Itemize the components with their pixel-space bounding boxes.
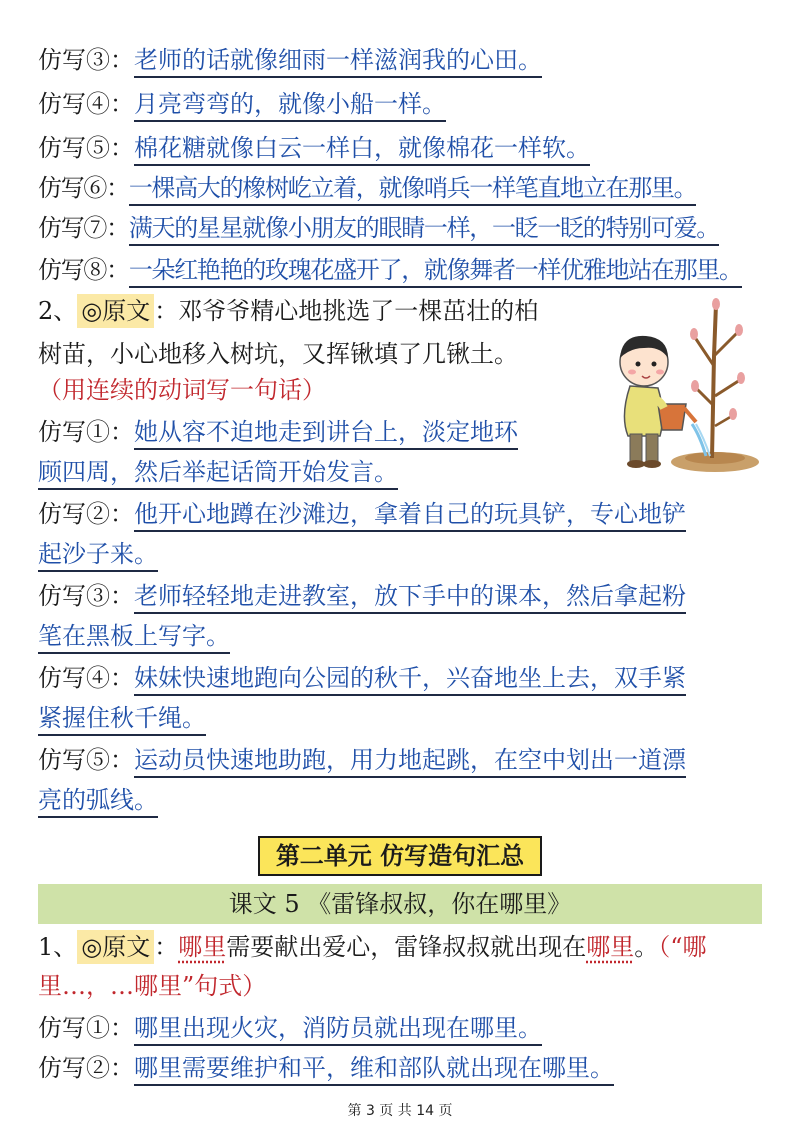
original-end: 。 bbox=[634, 933, 659, 961]
example-text: 一棵高大的橡树屹立着，就像哨兵一样笔直地立在那里。 bbox=[129, 174, 697, 206]
example-label: 仿写⑤： bbox=[38, 134, 134, 162]
example-label: 仿写③： bbox=[38, 46, 134, 74]
original-tag: ◎原文 bbox=[77, 930, 154, 964]
example-text: 笔在黑板上写字。 bbox=[38, 622, 230, 654]
example-label: 仿写④： bbox=[38, 90, 134, 118]
original-text bbox=[38, 930, 707, 964]
example-label: 仿写③： bbox=[38, 582, 134, 610]
unit-title: 第二单元 仿写造句汇总 bbox=[258, 836, 542, 876]
example-text: 紧握住秋千绳。 bbox=[38, 704, 206, 736]
example-row bbox=[38, 416, 518, 448]
example-row bbox=[38, 1052, 614, 1084]
example-row bbox=[38, 662, 686, 694]
example-label: 仿写①： bbox=[38, 418, 134, 446]
example-text: 顾四周，然后举起话筒开始发言。 bbox=[38, 458, 398, 490]
example-label: 仿写②： bbox=[38, 1054, 134, 1082]
example-label: 仿写⑤： bbox=[38, 746, 134, 774]
page-number: 第 3 页 共 14 页 bbox=[347, 1103, 453, 1119]
item-number: 1、 bbox=[38, 933, 78, 961]
example-row-cont bbox=[38, 620, 230, 652]
example-text: 运动员快速地助跑，用力地起跳，在空中划出一道漂 bbox=[134, 746, 686, 778]
example-row-cont bbox=[38, 784, 158, 816]
example-text: 一朵红艳艳的玫瑰花盛开了，就像舞者一样优雅地站在那里。 bbox=[129, 256, 742, 288]
example-text: 妹妹快速地跑向公园的秋千，兴奋地坐上去，双手紧 bbox=[134, 664, 686, 696]
example-row bbox=[38, 172, 696, 204]
example-label: 仿写④： bbox=[38, 664, 134, 692]
example-label: 仿写⑦： bbox=[38, 214, 129, 242]
example-label: 仿写⑥： bbox=[38, 174, 129, 202]
example-row bbox=[38, 88, 446, 120]
example-row-cont bbox=[38, 538, 158, 570]
lesson-title: 课文 5 《雷锋叔叔，你在哪里》 bbox=[38, 884, 762, 924]
example-row bbox=[38, 498, 686, 530]
example-text: 老师轻轻地走进教室，放下手中的课本，然后拿起粉 bbox=[134, 582, 686, 614]
example-row bbox=[38, 744, 686, 776]
instruction-hint: （用连续的动词写一句话） bbox=[38, 376, 326, 404]
example-row bbox=[38, 1012, 542, 1044]
example-text: 满天的星星就像小朋友的眼睛一样，一眨一眨的特别可爱。 bbox=[129, 214, 719, 246]
example-row-cont bbox=[38, 456, 398, 488]
key-word: 哪里 bbox=[586, 933, 635, 961]
original-colon: ： bbox=[154, 933, 179, 961]
original-text bbox=[38, 294, 538, 328]
example-text: 哪里出现火灾，消防员就出现在哪里。 bbox=[134, 1014, 542, 1046]
example-text: 起沙子来。 bbox=[38, 540, 158, 572]
example-label: 仿写⑧： bbox=[38, 256, 129, 284]
original-line-2: 树苗，小心地移入树坑，又挥锹填了几锹土。 bbox=[38, 340, 518, 368]
example-text: 她从容不迫地走到讲台上，淡定地环 bbox=[134, 418, 518, 450]
example-text: 哪里需要维护和平，维和部队就出现在哪里。 bbox=[134, 1054, 614, 1086]
example-row bbox=[38, 580, 686, 612]
key-word: 哪里 bbox=[178, 933, 227, 961]
pattern-hint-cont: 里…，…哪里”句式） bbox=[38, 972, 267, 1000]
item-number: 2、 bbox=[38, 297, 78, 325]
example-text: 老师的话就像细雨一样滋润我的心田。 bbox=[134, 46, 542, 78]
example-row bbox=[38, 254, 742, 286]
pattern-hint: （“哪 bbox=[658, 933, 707, 961]
example-row bbox=[38, 44, 542, 76]
example-text: 月亮弯弯的，就像小船一样。 bbox=[134, 90, 446, 122]
original-mid: 需要献出爱心，雷锋叔叔就出现在 bbox=[226, 933, 587, 961]
example-text: 棉花糖就像白云一样白，就像棉花一样软。 bbox=[134, 134, 590, 166]
original-tag: ◎原文 bbox=[77, 294, 154, 328]
example-row-cont bbox=[38, 702, 206, 734]
boy-planting-tree-illustration bbox=[600, 296, 760, 476]
example-text: 他开心地蹲在沙滩边，拿着自己的玩具铲，专心地铲 bbox=[134, 500, 686, 532]
example-row bbox=[38, 132, 590, 164]
example-label: 仿写②： bbox=[38, 500, 134, 528]
original-line-1: ：邓爷爷精心地挑选了一棵茁壮的柏 bbox=[154, 297, 539, 325]
example-row bbox=[38, 212, 719, 244]
example-label: 仿写①： bbox=[38, 1014, 134, 1042]
original-text-cont bbox=[38, 338, 518, 370]
example-text: 亮的弧线。 bbox=[38, 786, 158, 818]
